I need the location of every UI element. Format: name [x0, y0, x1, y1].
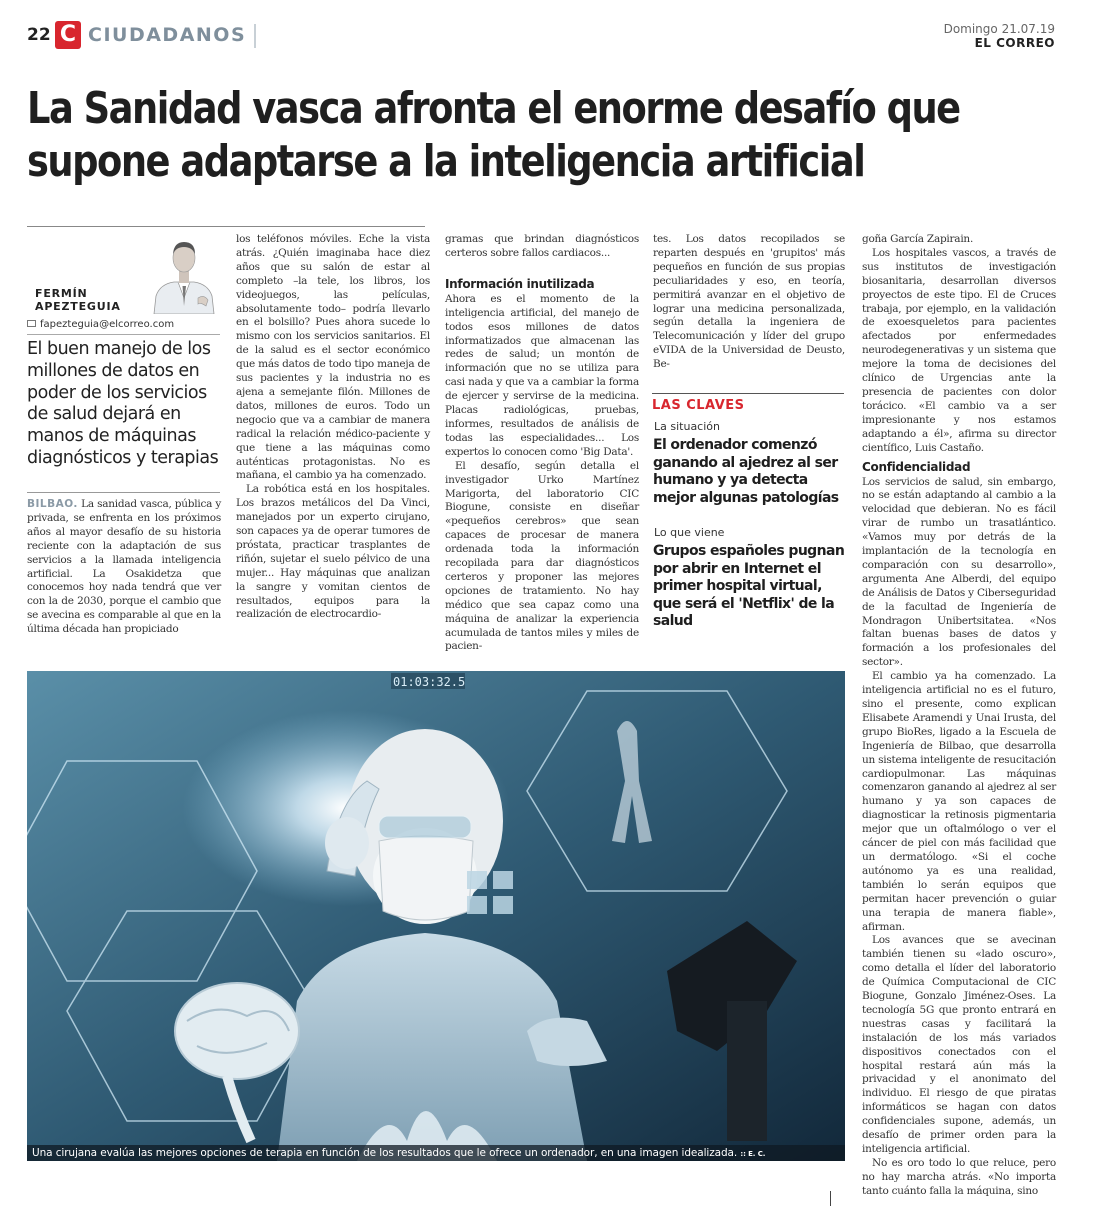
subheadline-rule: [27, 492, 220, 493]
surgeon-illustration: [27, 671, 845, 1161]
paragraph: El desafío, según detalla el investigador Urko Martínez Marigorta, del laboratorio CIC Biogune, consiste en diseñar «pequeños cerebros» que sean capaces de procesar de manera ordenada toda la información recopilada para dar diagnósticos certeros y proponer las mejores opciones de tratamiento. No hay médico que sea capaz como una máquina de analizar la experiencia acumulada de tantos miles y miles de pacien-: [445, 459, 639, 653]
claves-title: LAS CLAVES: [652, 393, 844, 413]
email-rule: [27, 334, 220, 335]
paragraph: tes. Los datos recopilados se reparten después en 'grupitos' más pequeños en función de sus propias peculiaridades y eso, en teoría, permitirá avanzar en el objetivo de lograr una medicina personalizada, según detalla la ingeniera de Telecomunicación y líder del grupo eVIDA de la Universidad de Deusto, Be-: [653, 233, 845, 371]
paragraph: Los avances que se avecinan también tienen su «lado oscuro», como detalla el líder del laboratorio de Química Computacional de CIC Biogune, Gonzalo Jiménez-Oses. La tecnología 5G que pronto entrará en nuestras casas y facilitará la instalación de los más variados dispositivos conectados con el hospital restará aún más la privacidad y el anonimato del individuo. El riesgo de que piratas informáticos se hagan con datos confidenciales supone, además, un desafío de primer orden para la inteligencia artificial.: [862, 934, 1056, 1155]
paragraph: El cambio ya ha comenzado. La inteligencia artificial no es el futuro, sino el presente, como explican Elisabete Aramendi y Unai Irusta, del grupo BioRes, ligado a la Escuela de Ingeniería de Bilbao, que desarrolla un sistema inteligente de resucitación cardiopulmonar. Las máquinas comenzaron ganando al ajedrez al ser humano y ya son capaces de diagnosticar la retinosis pigmentaria mejor que un oftalmólogo o ver el cáncer de piel con más facilidad que un dermatólogo. «Si el coche autónomo ya es una realidad, también lo serán equipos que permitan hacer prevención o guiar una terapia de manera fiable», afirman.: [862, 670, 1056, 933]
section-name: CIUDADANOS: [88, 24, 247, 46]
caption-text: Una cirujana evalúa las mejores opciones de terapia en función de los resultados que le ofrece un ordenador, en una imagen idealizada.: [32, 1147, 738, 1159]
author-name: [35, 287, 121, 313]
article-column-5: [862, 233, 1056, 1199]
paragraph: los teléfonos móviles. Eche la vista atrás. ¿Quién imaginaba hace diez años que su salón de estar al completo –la tele, los libros, los videojuegos, las películas, absolutamente todo– podría llevarlo en el bolsillo? Pues ahora sucede lo mismo con los servicios sanitarios. El de la salud es el sector económico que más datos de todo tipo maneja de sus pacientes y la industria no es ajena a semejante filón. Millones de datos, millones de euros. Todo un negocio que va a cambiar de manera radical la relación médico-paciente y que tiene a las máquinas como auténticas protagonistas. No es mañana, el cambio ya ha comenzado.: [236, 233, 430, 482]
subhead-confidencialidad: Confidencialidad: [862, 459, 971, 474]
section-divider: [254, 24, 256, 48]
subhead-informacion: Información inutilizada: [445, 276, 595, 291]
envelope-icon: [27, 320, 36, 327]
paragraph: gramas que brindan diagnósticos certeros sobre fallos cardiacos...: [445, 233, 639, 259]
byline-rule: [27, 226, 425, 227]
author-email[interactable]: [27, 319, 174, 330]
article-photo: [27, 671, 845, 1161]
page-header: [0, 0, 1110, 70]
lead-paragraph: [27, 498, 221, 637]
column-divider: [830, 1191, 831, 1206]
article-column-4: [653, 233, 845, 372]
paragraph: No es oro todo lo que reluce, pero no hay marcha atrás. «No importa tanto cuánto falla la máquina, sino: [862, 1156, 1056, 1197]
paragraph: La robótica está en los hospitales. Los brazos metálicos del Da Vinci, manejados por un experto cirujano, son capaces ya de operar tumores de próstata, practicar trasplantes de riñón, sujetar el suelo pélvico de una mujer... Hay máquinas que analizan la sangre y vomitan cientos de resultados, equipos para la realización de electrocardio-: [236, 483, 430, 621]
article-column-2: [236, 233, 430, 622]
paragraph: goña García Zapirain.: [862, 233, 974, 245]
photo-caption: [27, 1145, 845, 1161]
newspaper-name: EL CORREO: [974, 36, 1055, 50]
claves-text-situacion: El ordenador comenzó ganando al ajedrez al ser humano y ya detecta mejor algunas patologías: [653, 437, 839, 506]
paragraph: Los servicios de salud, sin embargo, no se están adaptando al cambio a la velocidad que debieran. No es fácil virar de rumbo un trasatlántico. «Vamos muy por detrás de la implantación de la tecnología en comparación con su desarrollo», argumenta Ane Alberdi, del equipo de Análisis de Datos y Ciberseguridad de la facultad de Ingeniería de Mondragon Unibertsitatea. «Nos faltan buenas bases de datos y formación a los profesionales del sector».: [862, 475, 1056, 669]
claves-text-futuro: Grupos españoles pugnan por abrir en Internet el primer hospital virtual, que será el 'Netflix' de la salud: [653, 543, 845, 629]
headline: La Sanidad vasca afronta el enorme desafío que supone adaptarse a la inteligencia artificial: [27, 83, 960, 187]
article-column-3: [445, 233, 639, 654]
author-email-text: fapezteguia@elcorreo.com: [40, 319, 175, 330]
claves-label-situacion: La situación: [654, 420, 720, 433]
issue-date: Domingo 21.07.19: [943, 22, 1055, 36]
article-column-1: [27, 498, 221, 637]
page-number: 22: [27, 25, 51, 45]
claves-label-futuro: Lo que viene: [654, 526, 725, 539]
dateline: BILBAO.: [27, 498, 78, 510]
photo-credit: :: E. C.: [740, 1150, 766, 1158]
newspaper-logo-icon: C: [55, 21, 81, 49]
paragraph: Ahora es el momento de la inteligencia artificial, del manejo de todos esos millones de datos informatizados que almacenan las redes de salud; un montón de información que no se utiliza para casi nada y que va a cambiar la forma de ejercer y servirse de la medicina. Placas radiológicas, pruebas, informes, resultados de análisis de todas las especialidades... Los expertos lo conocen como 'Big Data'.: [445, 292, 639, 458]
subheadline: El buen manejo de los millones de datos en poder de los servicios de salud dejará en manos de máquinas diagnósticos y terapias: [27, 339, 219, 468]
author-last-name: APEZTEGUIA: [35, 300, 121, 313]
lead-text: La sanidad vasca, pública y privada, se enfrenta en los próximos años al mayor desafío de su historia reciente con la adaptación de sus servicios a la llamada inteligencia artificial. La Osakidetza que conocemos hoy nada tendrá que ver con la de 2030, porque el cambio que se avecina es comparable al que en la última década han propiciado: [27, 498, 221, 636]
paragraph: Los hospitales vascos, a través de sus institutos de investigación biosanitaria, desarrollan diversos proyectos de este tipo. El de Cruces trabaja, por ejemplo, en la validación de exoesqueletos para pacientes afectados por enfermedades neurodegenerativas y un sistema que mejore la toma de decisiones del clínico de Urgencias ante la presencia de pacientes con dolor torácico. «El cambio va a ser impresionante y nos estamos adaptando a él», afirma su director científico, Luis Castaño.: [862, 246, 1056, 454]
photo-timestamp: 01:03:32.5: [393, 675, 466, 689]
author-first-name: FERMÍN: [35, 287, 88, 300]
author-photo: [148, 232, 220, 314]
